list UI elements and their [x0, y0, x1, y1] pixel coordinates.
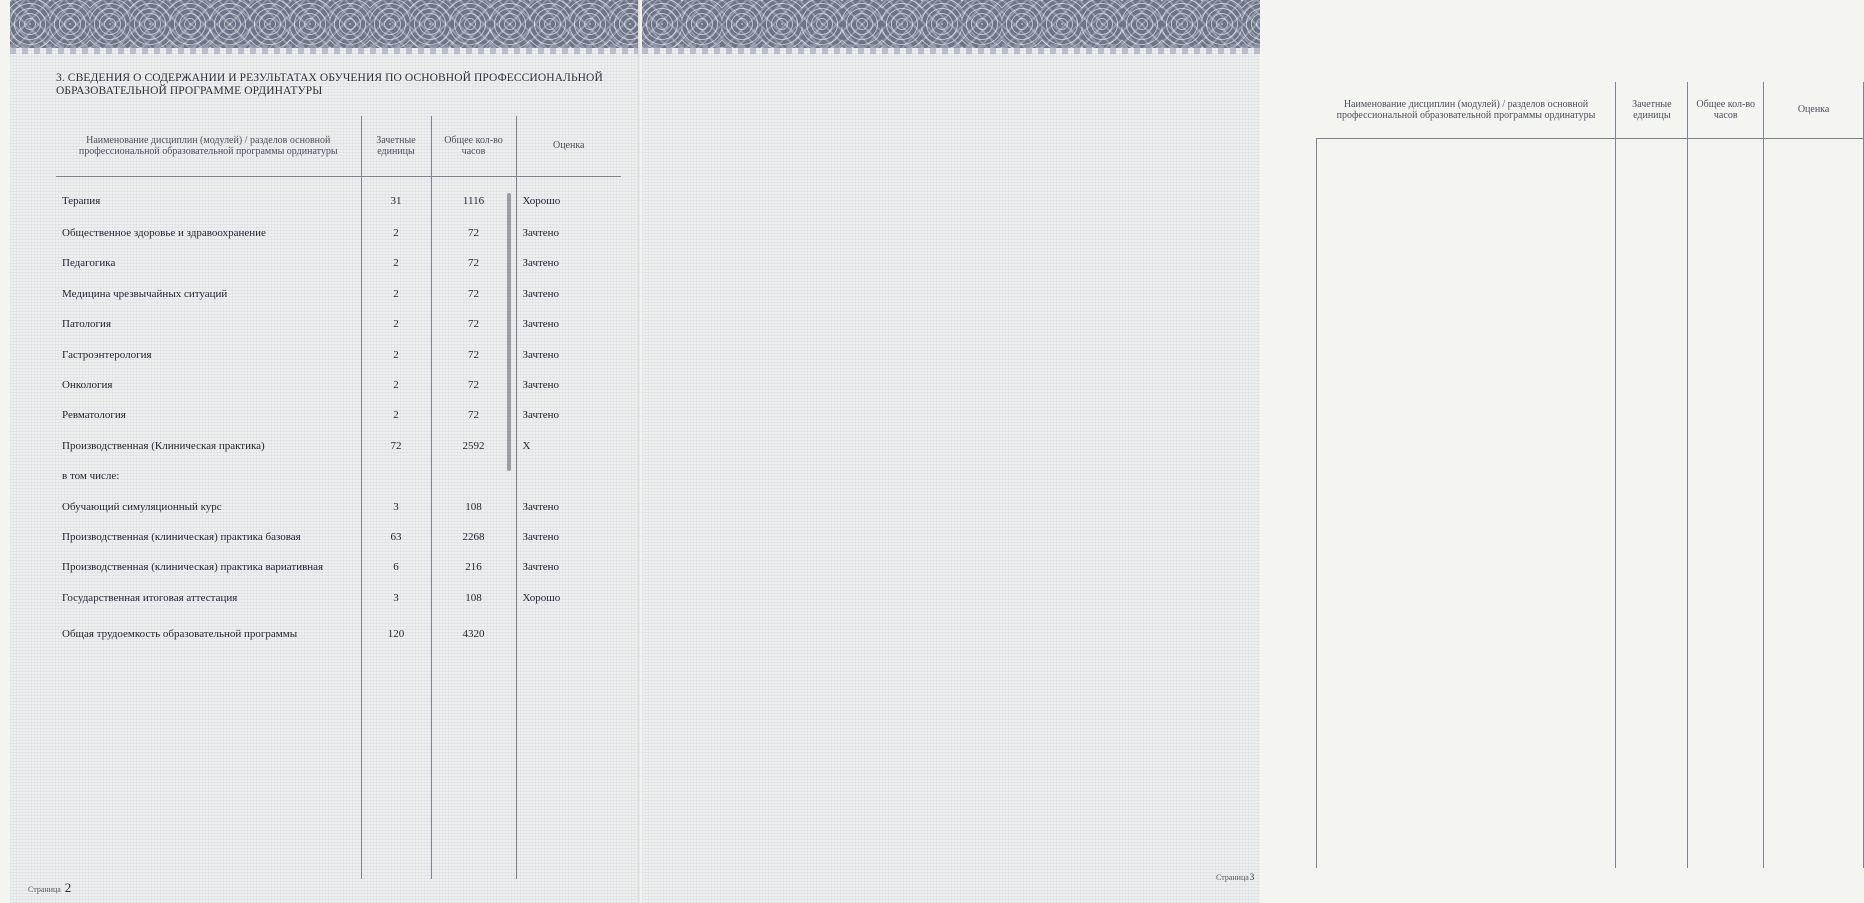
row-grade: Зачтено — [516, 370, 621, 400]
guilloche-border — [642, 0, 1260, 48]
row-grade: Зачтено — [516, 278, 621, 309]
spacer-cell — [516, 176, 621, 184]
header-name: Наименование дисциплин (модулей) / разделов основной профессиональной образовательной программы ординатуры — [56, 116, 361, 176]
spacer-row — [56, 176, 621, 184]
empty-cell — [1688, 138, 1764, 868]
table-row — [56, 430, 621, 461]
header-hours: Общее кол-во часов — [1688, 82, 1764, 138]
row-grade: Зачтено — [516, 218, 621, 248]
table-row — [56, 614, 621, 654]
header-row — [1317, 82, 1864, 138]
table-row — [56, 400, 621, 430]
row-grade: Хорошо — [516, 582, 621, 614]
row-hours: 72 — [431, 339, 516, 370]
row-grade: Зачтено — [516, 339, 621, 370]
page-label: Страница — [28, 885, 61, 894]
row-credits: 120 — [361, 614, 431, 654]
left-page — [10, 0, 640, 903]
table-row — [56, 370, 621, 400]
row-name: Производственная (клиническая) практика вариативная — [62, 561, 324, 573]
row-grade: Зачтено — [516, 309, 621, 339]
header-credits: Зачетные единицы — [1616, 82, 1688, 138]
spacer-cell — [361, 176, 431, 184]
empty-cell — [1764, 138, 1864, 868]
page-label: Страница — [1216, 873, 1249, 882]
row-hours: 72 — [431, 400, 516, 430]
table-row — [56, 184, 621, 218]
empty-cell — [1317, 138, 1616, 868]
empty-cell — [516, 654, 621, 879]
row-name: Государственная итоговая аттестация — [62, 592, 238, 604]
table-row — [56, 339, 621, 370]
row-name: в том числе: — [62, 470, 120, 482]
row-hours: 72 — [431, 370, 516, 400]
table-row — [56, 491, 621, 522]
section-title: 3. СВЕДЕНИЯ О СОДЕРЖАНИИ И РЕЗУЛЬТАТАХ ОБУЧЕНИЯ ПО ОСНОВНОЙ ПРОФЕССИОНАЛЬНОЙ ОБРАЗОВАТЕЛЬНОЙ ПРОГРАММЕ ОРДИНАТУРЫ — [56, 72, 603, 97]
row-hours: 2592 — [431, 430, 516, 461]
row-credits: 31 — [361, 184, 431, 218]
header-name: Наименование дисциплин (модулей) / разделов основной профессиональной образовательной программы ординатуры — [1317, 82, 1616, 138]
header-credits: Зачетные единицы — [361, 116, 431, 176]
row-credits: 2 — [361, 339, 431, 370]
empty-cell — [361, 654, 431, 879]
empty-cell — [56, 654, 361, 879]
table-row — [56, 461, 621, 491]
row-hours — [431, 461, 516, 491]
continuation-table — [1316, 82, 1864, 868]
empty-row — [1317, 138, 1864, 868]
row-grade: Зачтено — [516, 248, 621, 278]
row-name: Общественное здоровье и здравоохранение — [62, 227, 266, 239]
header-row — [56, 116, 621, 176]
row-hours: 72 — [431, 218, 516, 248]
table-row — [56, 522, 621, 552]
page-digit: 3 — [1249, 872, 1255, 882]
table-row — [56, 552, 621, 582]
table-row — [56, 309, 621, 339]
spacer-cell — [431, 176, 516, 184]
row-hours: 72 — [431, 309, 516, 339]
right-page — [642, 0, 1830, 903]
row-hours: 72 — [431, 248, 516, 278]
table-row — [56, 218, 621, 248]
row-credits: 6 — [361, 552, 431, 582]
row-credits: 2 — [361, 400, 431, 430]
empty-cell — [1616, 138, 1688, 868]
row-credits: 2 — [361, 218, 431, 248]
spacer-cell — [56, 176, 361, 184]
row-credits: 2 — [361, 309, 431, 339]
document-spread — [10, 0, 1830, 903]
row-name: Производственная (клиническая) практика базовая — [62, 531, 301, 543]
row-name: Общая трудоемкость образовательной программы — [62, 628, 298, 640]
row-name: Гастроэнтерология — [62, 348, 152, 361]
row-name: Медицина чрезвычайных ситуаций — [62, 287, 228, 300]
row-grade: Зачтено — [516, 552, 621, 582]
row-name: Терапия — [62, 195, 101, 207]
row-credits: 3 — [361, 491, 431, 522]
row-grade: Хорошо — [516, 184, 621, 218]
page-number-right — [1216, 872, 1254, 882]
table-row — [56, 582, 621, 614]
header-grade: Оценка — [1764, 82, 1864, 138]
empty-cell — [431, 654, 516, 879]
page-number-left — [28, 880, 71, 896]
row-credits: 63 — [361, 522, 431, 552]
row-name: Онкология — [62, 379, 113, 391]
row-grade: Зачтено — [516, 400, 621, 430]
row-hours: 72 — [431, 278, 516, 309]
guilloche-border — [10, 0, 640, 48]
row-grade — [516, 461, 621, 491]
row-credits: 2 — [361, 370, 431, 400]
row-hours: 108 — [431, 582, 516, 614]
row-name: Ревматология — [62, 409, 126, 421]
row-hours: 1116 — [431, 184, 516, 218]
page-digit: 2 — [64, 880, 72, 895]
header-grade: Оценка — [516, 116, 621, 176]
row-grade: Зачтено — [516, 522, 621, 552]
row-credits: 2 — [361, 248, 431, 278]
table-row — [56, 278, 621, 309]
row-name: Производственная (Клиническая практика) — [62, 439, 265, 452]
row-hours: 4320 — [431, 614, 516, 654]
header-hours: Общее кол-во часов — [431, 116, 516, 176]
row-name: Обучающий симуляционный курс — [62, 500, 222, 513]
row-name: Педагогика — [62, 257, 116, 269]
row-name: Патология — [62, 318, 112, 330]
row-credits: 3 — [361, 582, 431, 614]
row-hours: 2268 — [431, 522, 516, 552]
row-hours: 216 — [431, 552, 516, 582]
row-grade: Х — [516, 430, 621, 461]
row-credits: 2 — [361, 278, 431, 309]
row-credits: 72 — [361, 430, 431, 461]
scrollbar-thumb[interactable] — [507, 193, 511, 471]
row-grade — [516, 614, 621, 654]
empty-row — [56, 654, 621, 879]
results-table — [56, 116, 621, 879]
row-credits — [361, 461, 431, 491]
table-row — [56, 248, 621, 278]
row-grade: Зачтено — [516, 491, 621, 522]
row-hours: 108 — [431, 491, 516, 522]
